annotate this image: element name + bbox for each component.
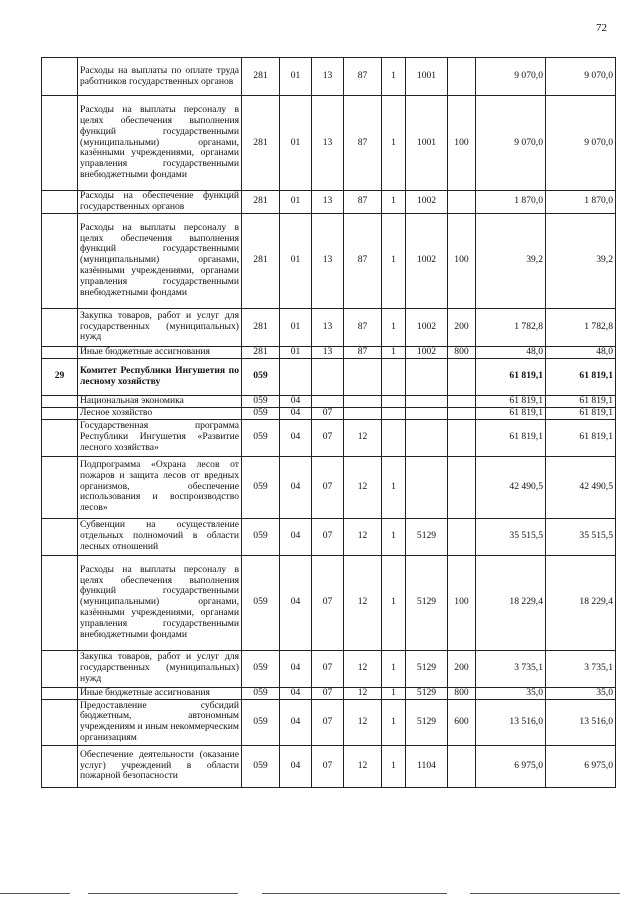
cell-sum-year2: 18 229,4: [546, 555, 616, 650]
cell-subprogram: 1: [382, 699, 406, 745]
cell-pr: [312, 358, 344, 395]
footer-rule: [0, 893, 70, 894]
cell-no: [42, 395, 78, 407]
cell-sum-year1: 13 516,0: [476, 699, 546, 745]
cell-gr: 059: [242, 419, 280, 456]
cell-sum-year2: 13 516,0: [546, 699, 616, 745]
table-row: [42, 456, 616, 518]
cell-name: Государственная программа Республики Ингушетия «Развитие лесного хозяйства»: [78, 419, 242, 456]
cell-subprogram: 1: [382, 96, 406, 191]
cell-sum-year1: 1 782,8: [476, 308, 546, 346]
cell-sum-year1: 6 975,0: [476, 745, 546, 787]
cell-sum-year2: 6 975,0: [546, 745, 616, 787]
cell-gr: 281: [242, 346, 280, 358]
cell-name: Подпрограмма «Охрана лесов от пожаров и защита лесов от вредных организмов, обеспечение использования и воспроизводство лесов»: [78, 456, 242, 518]
cell-expense-type: [448, 395, 476, 407]
cell-direction: 1002: [406, 346, 448, 358]
cell-no: [42, 419, 78, 456]
cell-program: [344, 395, 382, 407]
cell-gr: 059: [242, 407, 280, 419]
cell-no: [42, 650, 78, 687]
cell-sum-year2: 35,0: [546, 687, 616, 699]
cell-no: [42, 687, 78, 699]
cell-program: 12: [344, 518, 382, 555]
cell-no: [42, 96, 78, 191]
cell-no: [42, 407, 78, 419]
cell-direction: [406, 395, 448, 407]
cell-sum-year2: 1 870,0: [546, 191, 616, 214]
cell-direction: 5129: [406, 555, 448, 650]
cell-subprogram: 1: [382, 555, 406, 650]
cell-sum-year2: 61 819,1: [546, 395, 616, 407]
cell-direction: 1001: [406, 96, 448, 191]
cell-direction: 1002: [406, 191, 448, 214]
table-row: [42, 58, 616, 96]
cell-expense-type: 200: [448, 308, 476, 346]
cell-expense-type: [448, 419, 476, 456]
cell-expense-type: 200: [448, 650, 476, 687]
cell-program: 12: [344, 650, 382, 687]
cell-rz: [280, 358, 312, 395]
footer-rule: [262, 893, 447, 894]
cell-pr: 07: [312, 407, 344, 419]
cell-name: Расходы на выплаты персоналу в целях обеспечения выполнения функций государственными (муниципальными) органами, казёнными учреждениями, органами управления государственными внебюджетными фондами: [78, 213, 242, 308]
cell-sum-year2: 39,2: [546, 213, 616, 308]
cell-expense-type: [448, 456, 476, 518]
cell-expense-type: [448, 358, 476, 395]
cell-subprogram: 1: [382, 650, 406, 687]
cell-pr: 13: [312, 58, 344, 96]
cell-rz: 04: [280, 419, 312, 456]
cell-pr: 07: [312, 419, 344, 456]
cell-direction: [406, 456, 448, 518]
cell-name: Иные бюджетные ассигнования: [78, 346, 242, 358]
cell-no: [42, 699, 78, 745]
cell-program: 87: [344, 308, 382, 346]
cell-program: 87: [344, 191, 382, 214]
cell-expense-type: 100: [448, 555, 476, 650]
cell-sum-year2: 42 490,5: [546, 456, 616, 518]
cell-rz: 01: [280, 346, 312, 358]
cell-sum-year2: 61 819,1: [546, 419, 616, 456]
cell-name: Закупка товаров, работ и услуг для государственных (муниципальных) нужд: [78, 308, 242, 346]
cell-rz: 04: [280, 745, 312, 787]
cell-pr: 07: [312, 745, 344, 787]
table-row: [42, 346, 616, 358]
cell-expense-type: [448, 518, 476, 555]
cell-program: 87: [344, 58, 382, 96]
cell-direction: 5129: [406, 699, 448, 745]
cell-name: Расходы на выплаты персоналу в целях обеспечения выполнения функций государственными (муниципальными) органами, казёнными учреждениями, органами управления государственными внебюджетными фондами: [78, 555, 242, 650]
cell-direction: [406, 407, 448, 419]
cell-no: [42, 745, 78, 787]
cell-gr: 281: [242, 96, 280, 191]
cell-expense-type: [448, 745, 476, 787]
cell-program: 87: [344, 346, 382, 358]
cell-expense-type: 800: [448, 346, 476, 358]
table-row: [42, 518, 616, 555]
cell-gr: 059: [242, 687, 280, 699]
cell-sum-year1: 3 735,1: [476, 650, 546, 687]
cell-name: Расходы на выплаты по оплате труда работников государственных органов: [78, 58, 242, 96]
cell-gr: 059: [242, 699, 280, 745]
cell-pr: 07: [312, 650, 344, 687]
cell-direction: 1002: [406, 213, 448, 308]
cell-pr: 07: [312, 699, 344, 745]
cell-program: [344, 407, 382, 419]
cell-sum-year1: 9 070,0: [476, 58, 546, 96]
cell-expense-type: [448, 191, 476, 214]
cell-subprogram: 1: [382, 213, 406, 308]
cell-rz: 01: [280, 191, 312, 214]
cell-no: [42, 346, 78, 358]
table-row: [42, 191, 616, 214]
cell-no: [42, 308, 78, 346]
cell-program: 12: [344, 745, 382, 787]
cell-sum-year1: 61 819,1: [476, 395, 546, 407]
cell-gr: 059: [242, 456, 280, 518]
table-row: [42, 358, 616, 395]
cell-no: [42, 555, 78, 650]
cell-sum-year2: 9 070,0: [546, 96, 616, 191]
cell-sum-year1: 35 515,5: [476, 518, 546, 555]
cell-pr: 13: [312, 191, 344, 214]
cell-pr: 13: [312, 96, 344, 191]
cell-gr: 059: [242, 518, 280, 555]
cell-name: Комитет Республики Ингушетия по лесному хозяйству: [78, 358, 242, 395]
cell-rz: 01: [280, 308, 312, 346]
cell-program: 87: [344, 96, 382, 191]
cell-gr: 059: [242, 358, 280, 395]
cell-program: 12: [344, 555, 382, 650]
cell-subprogram: 1: [382, 308, 406, 346]
cell-program: 87: [344, 213, 382, 308]
table-row: [42, 407, 616, 419]
cell-no: [42, 191, 78, 214]
cell-subprogram: [382, 395, 406, 407]
cell-direction: [406, 358, 448, 395]
cell-sum-year2: 48,0: [546, 346, 616, 358]
budget-table: [41, 57, 616, 788]
cell-sum-year1: 61 819,1: [476, 407, 546, 419]
cell-sum-year1: 42 490,5: [476, 456, 546, 518]
cell-subprogram: 1: [382, 191, 406, 214]
cell-sum-year2: 35 515,5: [546, 518, 616, 555]
cell-rz: 04: [280, 555, 312, 650]
cell-gr: 281: [242, 308, 280, 346]
table-row: [42, 745, 616, 787]
cell-sum-year2: 3 735,1: [546, 650, 616, 687]
cell-rz: 01: [280, 213, 312, 308]
cell-rz: 04: [280, 456, 312, 518]
cell-direction: 5129: [406, 687, 448, 699]
cell-sum-year1: 48,0: [476, 346, 546, 358]
cell-name: Иные бюджетные ассигнования: [78, 687, 242, 699]
cell-name: Субвенции на осуществление отдельных полномочий в области лесных отношений: [78, 518, 242, 555]
cell-direction: 1002: [406, 308, 448, 346]
cell-direction: [406, 419, 448, 456]
cell-rz: 04: [280, 407, 312, 419]
cell-name: Расходы на выплаты персоналу в целях обеспечения выполнения функций государственными (муниципальными) органами, казёнными учреждениями, органами управления государственными внебюджетными фондами: [78, 96, 242, 191]
cell-program: 12: [344, 419, 382, 456]
cell-name: Закупка товаров, работ и услуг для государственных (муниципальных) нужд: [78, 650, 242, 687]
footer-rule: [470, 893, 620, 894]
cell-no: [42, 518, 78, 555]
cell-name: Расходы на обеспечение функций государственных органов: [78, 191, 242, 214]
footer-rule: [88, 893, 238, 894]
cell-rz: 04: [280, 518, 312, 555]
cell-pr: 13: [312, 308, 344, 346]
cell-direction: 1001: [406, 58, 448, 96]
table-row: [42, 419, 616, 456]
cell-subprogram: [382, 419, 406, 456]
cell-sum-year1: 9 070,0: [476, 96, 546, 191]
cell-pr: 07: [312, 555, 344, 650]
table-row: [42, 96, 616, 191]
cell-gr: 281: [242, 191, 280, 214]
table-row: [42, 555, 616, 650]
cell-sum-year2: 9 070,0: [546, 58, 616, 96]
cell-direction: 1104: [406, 745, 448, 787]
cell-no: [42, 58, 78, 96]
cell-gr: 281: [242, 213, 280, 308]
cell-rz: 04: [280, 699, 312, 745]
cell-sum-year1: 18 229,4: [476, 555, 546, 650]
cell-rz: 04: [280, 395, 312, 407]
cell-subprogram: 1: [382, 745, 406, 787]
cell-sum-year1: 39,2: [476, 213, 546, 308]
cell-expense-type: 800: [448, 687, 476, 699]
cell-gr: 059: [242, 650, 280, 687]
cell-gr: 059: [242, 555, 280, 650]
cell-name: Обеспечение деятельности (оказание услуг) учреждений в области пожарной безопасности: [78, 745, 242, 787]
table-row: [42, 687, 616, 699]
cell-pr: 07: [312, 687, 344, 699]
cell-sum-year2: 61 819,1: [546, 407, 616, 419]
cell-name: Лесное хозяйство: [78, 407, 242, 419]
cell-expense-type: 100: [448, 96, 476, 191]
cell-gr: 059: [242, 745, 280, 787]
cell-subprogram: 1: [382, 58, 406, 96]
cell-rz: 01: [280, 58, 312, 96]
cell-subprogram: 1: [382, 687, 406, 699]
cell-subprogram: 1: [382, 456, 406, 518]
cell-pr: 13: [312, 346, 344, 358]
cell-subprogram: 1: [382, 346, 406, 358]
cell-gr: 059: [242, 395, 280, 407]
cell-sum-year1: 61 819,1: [476, 358, 546, 395]
cell-direction: 5129: [406, 518, 448, 555]
cell-rz: 04: [280, 687, 312, 699]
cell-sum-year1: 1 870,0: [476, 191, 546, 214]
cell-expense-type: 100: [448, 213, 476, 308]
cell-expense-type: [448, 58, 476, 96]
cell-program: 12: [344, 699, 382, 745]
cell-no: 29: [42, 358, 78, 395]
cell-sum-year2: 61 819,1: [546, 358, 616, 395]
cell-pr: [312, 395, 344, 407]
cell-pr: 07: [312, 456, 344, 518]
cell-sum-year1: 61 819,1: [476, 419, 546, 456]
cell-subprogram: 1: [382, 518, 406, 555]
cell-no: [42, 213, 78, 308]
cell-program: 12: [344, 456, 382, 518]
cell-rz: 04: [280, 650, 312, 687]
cell-subprogram: [382, 358, 406, 395]
table-row: [42, 395, 616, 407]
cell-pr: 13: [312, 213, 344, 308]
cell-expense-type: 600: [448, 699, 476, 745]
cell-program: 12: [344, 687, 382, 699]
cell-gr: 281: [242, 58, 280, 96]
cell-pr: 07: [312, 518, 344, 555]
cell-direction: 5129: [406, 650, 448, 687]
cell-sum-year2: 1 782,8: [546, 308, 616, 346]
cell-subprogram: [382, 407, 406, 419]
cell-name: Национальная экономика: [78, 395, 242, 407]
cell-rz: 01: [280, 96, 312, 191]
page-number: 72: [596, 22, 607, 34]
cell-program: [344, 358, 382, 395]
cell-expense-type: [448, 407, 476, 419]
cell-no: [42, 456, 78, 518]
table-row: [42, 213, 616, 308]
cell-sum-year1: 35,0: [476, 687, 546, 699]
table-row: [42, 308, 616, 346]
table-row: [42, 650, 616, 687]
cell-name: Предоставление субсидий бюджетным, автономным учреждениям и иным некоммерческим организациям: [78, 699, 242, 745]
table-row: [42, 699, 616, 745]
